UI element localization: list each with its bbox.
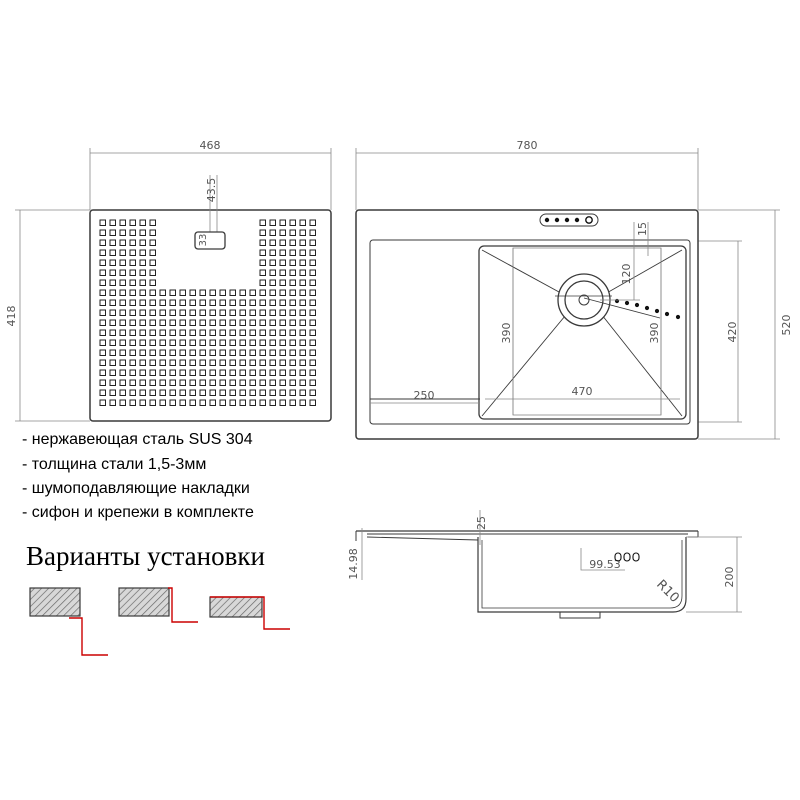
bowl-height-left-label: 390 (500, 322, 513, 344)
drainboard-width-label: 250 (413, 389, 435, 402)
drain-offset-label: 120 (620, 263, 633, 285)
side-view (347, 510, 742, 618)
install-variant-3 (210, 597, 290, 629)
plate-width-label: 468 (199, 139, 221, 152)
bowl-outer-height-label: 420 (726, 321, 739, 343)
top-height-label: 520 (780, 314, 793, 336)
install-title: Варианты установки (26, 541, 265, 571)
sink-outline (356, 210, 698, 439)
top-width-label: 780 (516, 139, 538, 152)
depth-label: 200 (723, 566, 736, 588)
top-view (356, 139, 793, 439)
rim-thickness-label: 14.98 (347, 548, 360, 580)
install-variants (30, 588, 290, 655)
drain-outlet (560, 612, 600, 618)
install-variant-1 (30, 588, 108, 655)
install-variant-2 (119, 588, 198, 622)
feature-material: - нержавеющая сталь SUS 304 (22, 431, 253, 448)
overflow-label: 99.53 (589, 558, 621, 571)
feature-noise-pads: - шумоподавляющие накладки (22, 480, 250, 497)
plate-height-label: 418 (5, 305, 18, 327)
bowl-height-right-label: 390 (648, 322, 661, 344)
corner-offset-label: 15 (636, 222, 649, 236)
feature-thickness: - толщина стали 1,5-3мм (22, 456, 207, 473)
feature-included: - сифон и крепежи в комплекте (22, 504, 254, 521)
flange-label: 25 (475, 516, 488, 530)
plate-cutout-offset-label: 43.5 (205, 177, 218, 203)
bowl-width-label: 470 (571, 385, 593, 398)
plate-view (5, 139, 331, 421)
plate-cutout-size-label: 33 (198, 233, 209, 247)
bowl-profile (478, 537, 686, 612)
radius-label: R10 (653, 577, 682, 606)
